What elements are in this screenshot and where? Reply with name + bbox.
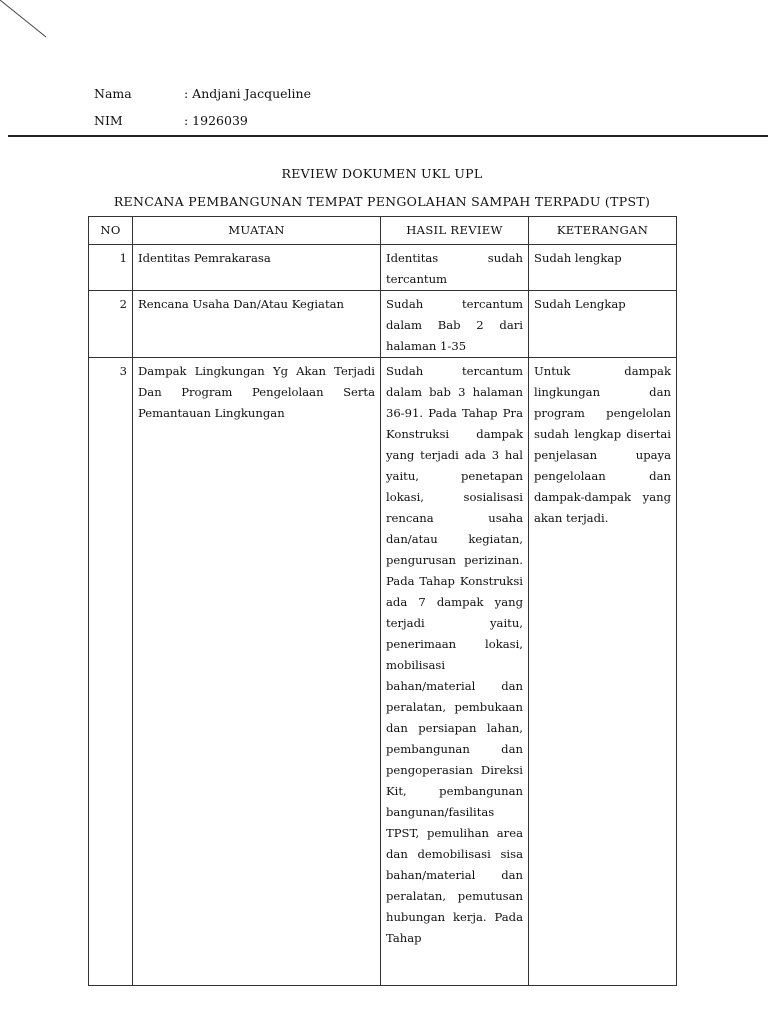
document-title: REVIEW DOKUMEN UKL UPL [281,166,483,181]
row-no: 3 [89,358,133,986]
header-hasil-review: HASIL REVIEW [381,217,529,245]
nim-value: : 1926039 [184,113,248,128]
row-hasil-review: Identitas sudah tercantum [381,245,529,291]
row-hasil-review: Sudah tercantum dalam bab 3 halaman 36-91. Pada Tahap Pra Konstruksi dampak yang terjadi ada 3 hal yaitu, penetapan lokasi, sosialisasi rencana usaha dan/atau kegiatan, pengurusan perizinan. Pada Tahap Konstruksi ada 7 dampak yang terjadi yaitu, penerimaan lokasi, mobilisasi bahan/material dan peralatan, pembukaan dan persiapan lahan, pembangunan dan pengoperasian Direksi Kit, pembangunan bangunan/fasilitas TPST, pemulihan area dan demobilisasi sisa bahan/material dan peralatan, pemutusan hubungan kerja. Pada Tahap [381,358,529,986]
corner-fold-line [0,0,50,40]
row-muatan: Dampak Lingkungan Yg Akan Terjadi Dan Program Pengelolaan Serta Pemantauan Lingkungan [133,358,381,986]
row-keterangan: Sudah Lengkap [529,291,677,358]
document-subtitle: RENCANA PEMBANGUNAN TEMPAT PENGOLAHAN SAMPAH TERPADU (TPST) [113,194,651,209]
header-no: NO [89,217,133,245]
review-table [88,216,677,986]
table-row [89,245,677,291]
header-divider [8,135,768,137]
table-row [89,291,677,358]
row-muatan: Rencana Usaha Dan/Atau Kegiatan [133,291,381,358]
nim-label: NIM [94,113,123,128]
row-no: 2 [89,291,133,358]
row-hasil-review: Sudah tercantum dalam Bab 2 dari halaman 1-35 [381,291,529,358]
header-keterangan: KETERANGAN [529,217,677,245]
header-muatan: MUATAN [133,217,381,245]
row-no: 1 [89,245,133,291]
row-keterangan: Untuk dampak lingkungan dan program pengelolan sudah lengkap disertai penjelasan upaya pengelolaan dan dampak-dampak yang akan terjadi. [529,358,677,986]
table-header-row [89,217,677,245]
row-keterangan: Sudah lengkap [529,245,677,291]
row-muatan: Identitas Pemrakarasa [133,245,381,291]
table-row [89,358,677,986]
nama-label: Nama [94,86,132,101]
nama-value: : Andjani Jacqueline [184,86,311,101]
